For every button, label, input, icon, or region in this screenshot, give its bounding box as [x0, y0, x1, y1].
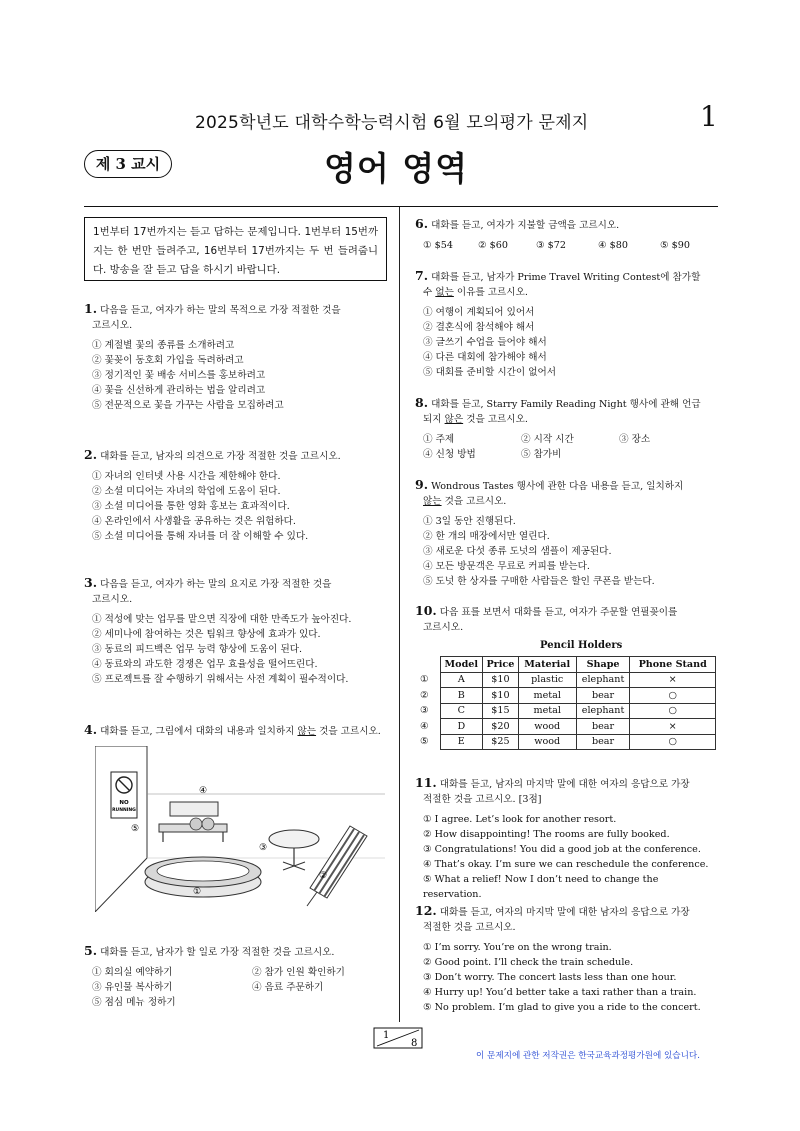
- question-number: 1.: [84, 301, 98, 316]
- question-7: [415, 268, 718, 380]
- figure-label-3: ③: [258, 843, 268, 853]
- question-stem: 대화를 듣고, 여자의 마지막 말에 대한 남자의 응답으로 가장: [439, 907, 690, 918]
- column-header-price: Price: [483, 657, 519, 673]
- table-row: [420, 672, 716, 688]
- question-4: [84, 722, 394, 739]
- row-mark[interactable]: ④: [420, 720, 429, 732]
- question-stem-cont: 고르시오.: [92, 320, 133, 331]
- page-indicator: [373, 1027, 423, 1049]
- option-3[interactable]: ③ 정기적인 꽃 배송 서비스를 홍보하려고: [92, 370, 266, 381]
- wall-shape: [95, 746, 147, 912]
- question-number: 11.: [415, 775, 437, 790]
- sign-text-no: NO: [119, 800, 129, 806]
- option-list: [84, 338, 387, 413]
- cell-material: metal: [518, 688, 576, 704]
- option-1[interactable]: ① 계절별 꽃의 종류를 소개하려고: [92, 340, 235, 351]
- inflatable-pool: [145, 857, 261, 897]
- option-2[interactable]: ② 꽃꽂이 동호회 가입을 독려하려고: [92, 355, 244, 366]
- cell-model: E: [440, 734, 483, 750]
- header-rule: [84, 206, 718, 207]
- option-1[interactable]: ① 3일 동안 진행된다.: [423, 516, 516, 527]
- table-row: [420, 719, 716, 735]
- underlined-word: 않는: [297, 726, 317, 737]
- option-list: [84, 965, 387, 1010]
- cell-phone-stand: ○: [630, 703, 716, 719]
- option-2[interactable]: ② 한 개의 매장에서만 열린다.: [423, 531, 550, 542]
- total-pages: 8: [411, 1038, 418, 1049]
- question-9: [415, 477, 718, 589]
- cell-price: $15: [483, 703, 519, 719]
- page-number-large: 1: [700, 100, 718, 133]
- table-caption: Pencil Holders: [540, 640, 623, 651]
- question-stem: 다음을 듣고, 여자가 하는 말의 요지로 가장 적절한 것을: [100, 579, 332, 590]
- cell-shape: elephant: [576, 672, 630, 688]
- sign-text-running: RUNNING: [112, 808, 136, 813]
- option-row: [92, 980, 387, 995]
- pool-scene-figure: [95, 746, 385, 912]
- mark-header: [420, 657, 440, 673]
- table-row: [420, 734, 716, 750]
- cell-phone-stand: ×: [630, 719, 716, 735]
- subject-title: 영어 영역: [324, 149, 469, 188]
- question-stem-cont: 되지: [423, 414, 445, 425]
- option-3[interactable]: ③ 글쓰기 수업을 들어야 해서: [423, 337, 547, 348]
- question-stem-cont: 고르시오.: [92, 594, 133, 605]
- option-row: [423, 238, 718, 253]
- question-stem: 대화를 듣고, Starry Family Reading Night 행사에 관해 언급: [431, 399, 701, 410]
- cell-model: C: [440, 703, 483, 719]
- row-mark[interactable]: ②: [420, 689, 429, 701]
- question-stem-end: 것을 고르시오.: [441, 496, 507, 507]
- option-3[interactable]: ③ 유인물 복사하기: [92, 982, 173, 993]
- question-stem: 다음 표를 보면서 대화를 듣고, 여자가 주문할 연필꽂이를: [439, 607, 678, 618]
- option-list: [84, 612, 387, 687]
- option-2[interactable]: ② 참가 인원 확인하기: [252, 967, 345, 978]
- question-number: 5.: [84, 943, 98, 958]
- column-divider: [399, 207, 400, 1022]
- cell-model: A: [440, 672, 483, 688]
- option-4[interactable]: ④ 동료와의 과도한 경쟁은 업무 효율성을 떨어뜨린다.: [92, 659, 318, 670]
- cell-shape: elephant: [576, 703, 630, 719]
- option-4[interactable]: ④ Hurry up! You’d better take a taxi rather than a train.: [423, 987, 697, 998]
- option-5[interactable]: ⑤ 대회를 준비할 시간이 없어서: [423, 367, 557, 378]
- option-2[interactable]: ② How disappointing! The rooms are fully booked.: [423, 829, 670, 840]
- table-top: [269, 830, 319, 848]
- session-badge: 제 3 교시: [84, 150, 172, 178]
- question-number: 2.: [84, 447, 98, 462]
- option-4[interactable]: ④ 꽃을 신선하게 관리하는 법을 알리려고: [92, 385, 266, 396]
- question-number: 12.: [415, 903, 437, 918]
- cell-material: metal: [518, 703, 576, 719]
- option-4[interactable]: ④ 신청 방법: [423, 449, 476, 460]
- underlined-word: 없는: [435, 287, 454, 298]
- question-5: [84, 943, 387, 1010]
- column-header-model: Model: [440, 657, 483, 673]
- cell-shape: bear: [576, 734, 630, 750]
- row-mark[interactable]: ⑤: [420, 736, 429, 748]
- option-5[interactable]: ⑤ 점심 메뉴 정하기: [92, 997, 176, 1008]
- question-stem: 대화를 듣고, 남자가 Prime Travel Writing Contest에 참가할: [431, 272, 701, 283]
- option-2[interactable]: ② $60: [478, 240, 508, 251]
- cell-model: D: [440, 719, 483, 735]
- option-4[interactable]: ④ 모든 방문객은 무료로 커피를 받는다.: [423, 561, 590, 572]
- question-stem: 대화를 듣고, 남자의 마지막 말에 대한 여자의 응답으로 가장: [439, 779, 690, 790]
- question-stem-cont: 적절한 것을 고르시오.: [423, 922, 516, 933]
- goggles-icon: [202, 818, 214, 830]
- row-mark[interactable]: ①: [420, 674, 429, 686]
- option-2[interactable]: ② 결혼식에 참석해야 해서: [423, 322, 535, 333]
- cell-shape: bear: [576, 719, 630, 735]
- pool-water: [157, 861, 249, 881]
- question-11: [415, 775, 718, 902]
- chair-leg: [307, 892, 317, 906]
- question-stem: Wondrous Tastes 행사에 관한 다음 내용을 듣고, 일치하지: [431, 481, 684, 492]
- option-5[interactable]: ⑤ No problem. I’m glad to give you a ride to the concert.: [423, 1002, 701, 1013]
- cell-material: wood: [518, 719, 576, 735]
- question-stem-end: 것을 고르시오.: [463, 414, 528, 425]
- option-1[interactable]: ① 여행이 계획되어 있어서: [423, 307, 535, 318]
- option-list: [415, 812, 718, 902]
- column-header-material: Material: [518, 657, 576, 673]
- option-4[interactable]: ④ That’s okay. I’m sure we can reschedule the conference.: [423, 859, 709, 870]
- cell-material: plastic: [518, 672, 576, 688]
- option-5[interactable]: ⑤ $90: [660, 240, 690, 251]
- option-row: [92, 965, 387, 980]
- question-stem: 대화를 듣고, 여자가 지불할 금액을 고르시오.: [431, 220, 620, 231]
- option-row: [423, 432, 718, 447]
- round-table: [269, 830, 319, 870]
- option-list: [415, 238, 718, 253]
- column-header-shape: Shape: [576, 657, 630, 673]
- option-1[interactable]: ① 자녀의 인터넷 사용 시간을 제한해야 한다.: [92, 471, 281, 482]
- option-5[interactable]: ⑤ What a relief! Now I don’t need to change the reservation.: [423, 874, 659, 900]
- option-5[interactable]: ⑤ 프로젝트를 잘 수행하기 위해서는 사전 계획이 필수적이다.: [92, 674, 349, 685]
- option-2[interactable]: ② 소셜 미디어는 자녀의 학업에 도움이 된다.: [92, 486, 281, 497]
- option-3[interactable]: ③ Congratulations! You did a good job at the conference.: [423, 844, 701, 855]
- option-5[interactable]: ⑤ 참가비: [521, 449, 562, 460]
- question-12: [415, 903, 718, 1015]
- copyright-notice: 이 문제지에 관한 저작권은 한국교육과정평가원에 있습니다.: [476, 1051, 700, 1061]
- row-mark[interactable]: ③: [420, 705, 429, 717]
- cell-phone-stand: ○: [630, 688, 716, 704]
- question-10: [415, 603, 718, 635]
- question-stem: 대화를 듣고, 그림에서 대화의 내용과 일치하지: [100, 726, 298, 737]
- underlined-word: 않는: [423, 496, 442, 507]
- option-2[interactable]: ② 세미나에 참여하는 것은 팀워크 향상에 효과가 있다.: [92, 629, 321, 640]
- question-number: 9.: [415, 477, 429, 492]
- option-list: [415, 305, 718, 380]
- question-8: [415, 395, 718, 462]
- option-5[interactable]: ⑤ 전문적으로 꽃을 가꾸는 사람을 모집하려고: [92, 400, 284, 411]
- bench-back: [170, 802, 218, 816]
- question-number: 4.: [84, 722, 98, 737]
- cell-material: wood: [518, 734, 576, 750]
- question-stem: 대화를 듣고, 남자의 의견으로 가장 적절한 것을 고르시오.: [100, 451, 341, 462]
- option-3[interactable]: ③ 동료의 피드백은 업무 능력 향상에 도움이 된다.: [92, 644, 303, 655]
- option-1[interactable]: ① I’m sorry. You’re on the wrong train.: [423, 942, 612, 953]
- figure-label-1: ①: [192, 887, 202, 897]
- cell-shape: bear: [576, 688, 630, 704]
- question-number: 8.: [415, 395, 429, 410]
- listening-notice: 1번부터 17번까지는 듣고 답하는 문제입니다. 1번부터 15번까지는 한 번만 들려주고, 16번부터 17번까지는 두 번 들려줍니다. 방송을 잘 듣고 답을 하시기 바랍니다.: [84, 217, 387, 281]
- option-2[interactable]: ② Good point. I’ll check the train schedule.: [423, 957, 634, 968]
- cell-phone-stand: ○: [630, 734, 716, 750]
- exam-title: 2025학년도 대학수학능력시험 6월 모의평가 문제지: [195, 113, 589, 133]
- option-3[interactable]: ③ $72: [536, 240, 566, 251]
- question-number: 6.: [415, 216, 429, 231]
- option-row: [423, 447, 718, 462]
- option-4[interactable]: ④ 온라인에서 사생활을 공유하는 것은 위험하다.: [92, 516, 296, 527]
- option-3[interactable]: ③ 장소: [619, 434, 651, 445]
- option-1[interactable]: ① 회의실 예약하기: [92, 967, 173, 978]
- question-stem-end: 이유를 고르시오.: [453, 287, 528, 298]
- chair-stripe: [319, 832, 359, 894]
- underlined-word: 않은: [444, 414, 464, 425]
- current-page: 1: [383, 1030, 390, 1041]
- option-4[interactable]: ④ 음료 주문하기: [252, 982, 324, 993]
- question-number: 10.: [415, 603, 437, 618]
- cell-price: $10: [483, 672, 519, 688]
- option-list: [415, 940, 718, 1015]
- option-list: [415, 432, 718, 462]
- option-4[interactable]: ④ $80: [598, 240, 628, 251]
- table-row: [420, 703, 716, 719]
- table-row: [420, 688, 716, 704]
- option-2[interactable]: ② 시작 시간: [521, 434, 574, 445]
- option-3[interactable]: ③ 새로운 다섯 종류 도넛의 샘플이 제공된다.: [423, 546, 612, 557]
- question-stem: 다음을 듣고, 여자가 하는 말의 목적으로 가장 적절한 것을: [100, 305, 341, 316]
- question-stem-cont: 고르시오.: [423, 622, 464, 633]
- option-list: [84, 469, 387, 544]
- column-header-phone-stand: Phone Stand: [630, 657, 716, 673]
- option-5[interactable]: ⑤ 도넛 한 상자를 구매한 사람들은 할인 쿠폰을 받는다.: [423, 576, 655, 587]
- option-row: [92, 995, 387, 1010]
- question-1: [84, 301, 387, 413]
- option-1[interactable]: ① $54: [423, 240, 453, 251]
- option-1[interactable]: ① I agree. Let’s look for another resort.: [423, 814, 617, 825]
- option-1[interactable]: ① 주제: [423, 434, 455, 445]
- question-stem-end: 것을 고르시오.: [316, 726, 381, 737]
- cell-model: B: [440, 688, 483, 704]
- option-1[interactable]: ① 적성에 맞는 업무를 맡으면 직장에 대한 만족도가 높아진다.: [92, 614, 352, 625]
- question-number: 7.: [415, 268, 429, 283]
- cell-price: $10: [483, 688, 519, 704]
- question-6: [415, 216, 718, 253]
- table-header-row: [420, 657, 716, 673]
- option-5[interactable]: ⑤ 소셜 미디어를 통해 자녀를 더 잘 이해할 수 있다.: [92, 531, 309, 542]
- figure-label-2: ②: [318, 871, 328, 881]
- option-4[interactable]: ④ 다른 대회에 참가해야 해서: [423, 352, 547, 363]
- figure-label-4: ④: [198, 786, 208, 796]
- pencil-holders-table: [420, 656, 716, 750]
- question-2: [84, 447, 387, 544]
- question-stem-cont: 적절한 것을 고르시오. [3점]: [423, 794, 542, 805]
- cell-price: $20: [483, 719, 519, 735]
- goggles-icon: [190, 818, 202, 830]
- question-number: 3.: [84, 575, 98, 590]
- cell-price: $25: [483, 734, 519, 750]
- question-stem: 대화를 듣고, 남자가 할 일로 가장 적절한 것을 고르시오.: [100, 947, 335, 958]
- question-stem-cont: 수: [423, 287, 436, 298]
- question-3: [84, 575, 387, 687]
- no-running-sign: [111, 772, 137, 818]
- option-3[interactable]: ③ 소셜 미디어를 통한 영화 홍보는 효과적이다.: [92, 501, 290, 512]
- option-3[interactable]: ③ Don’t worry. The concert lasts less than one hour.: [423, 972, 677, 983]
- option-list: [415, 514, 718, 589]
- figure-label-5: ⑤: [130, 824, 140, 834]
- bench: [159, 802, 227, 842]
- cell-phone-stand: ×: [630, 672, 716, 688]
